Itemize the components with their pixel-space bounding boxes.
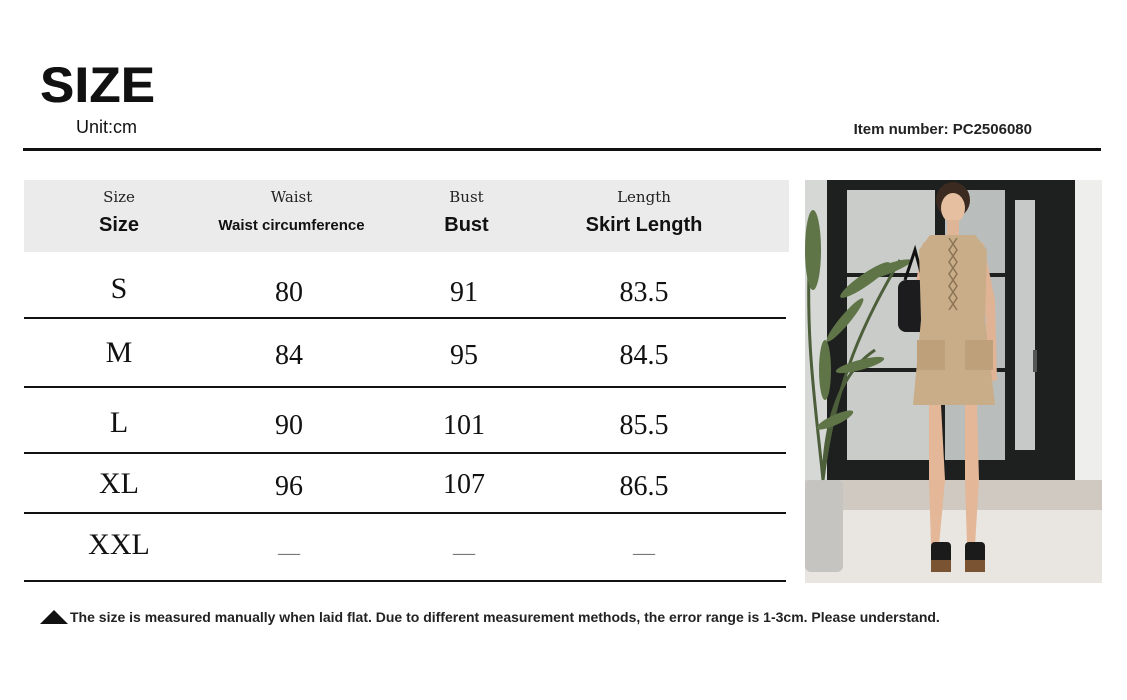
bust-l: 101	[443, 410, 485, 441]
header-waist	[194, 180, 389, 252]
page-title: SIZE	[40, 57, 156, 113]
size-table	[24, 180, 789, 561]
row-divider	[24, 512, 786, 514]
size-m: M	[105, 336, 133, 369]
table-header	[24, 180, 789, 252]
length-s: 83.5	[619, 277, 669, 308]
header-divider	[23, 148, 1101, 151]
header-bust	[404, 180, 529, 252]
waist-m: 84	[275, 340, 303, 371]
length-l: 85.5	[619, 410, 669, 441]
unit-label: Unit:cm	[76, 117, 138, 137]
size-l: L	[109, 406, 129, 439]
product-photo	[805, 180, 1102, 583]
waist-xl: 96	[275, 471, 303, 502]
row-divider	[24, 452, 786, 454]
note-text: The size is measured manually when laid flat. Due to different measurement methods, the error range is 1-3cm. Please understand.	[70, 609, 940, 625]
model-image	[805, 180, 1102, 583]
header-size-small: Size	[103, 188, 135, 206]
size-xl: XL	[99, 467, 139, 500]
item-number: Item number: PC2506080	[853, 121, 1032, 138]
header-size-large: Size	[98, 214, 140, 236]
length-xl: 86.5	[619, 471, 669, 502]
waist-s: 80	[275, 277, 303, 308]
header-length-large: Skirt Length	[585, 214, 703, 236]
length-m: 84.5	[619, 340, 669, 371]
bust-xl: 107	[443, 469, 485, 500]
header-length-small: Length	[617, 188, 671, 206]
waist-l: 90	[275, 410, 303, 441]
triangle-icon	[40, 610, 68, 624]
header-size	[24, 180, 214, 252]
bust-xxl: __	[453, 532, 475, 557]
header-bust-small: Bust	[449, 188, 484, 206]
size-s: S	[110, 272, 128, 305]
header-length	[554, 180, 734, 252]
row-divider	[24, 317, 786, 319]
header-bust-large: Bust	[444, 214, 489, 236]
row-divider	[24, 386, 786, 388]
bust-m: 95	[450, 340, 478, 371]
waist-xxl: __	[278, 532, 300, 557]
measurement-note	[40, 610, 940, 624]
table-bottom-rule	[24, 580, 786, 582]
length-xxl: __	[633, 532, 655, 557]
size-xxl: XXL	[88, 528, 150, 561]
header-waist-large: Waist circumference	[218, 217, 365, 234]
bust-s: 91	[450, 277, 478, 308]
header-waist-small: Waist	[270, 188, 313, 206]
